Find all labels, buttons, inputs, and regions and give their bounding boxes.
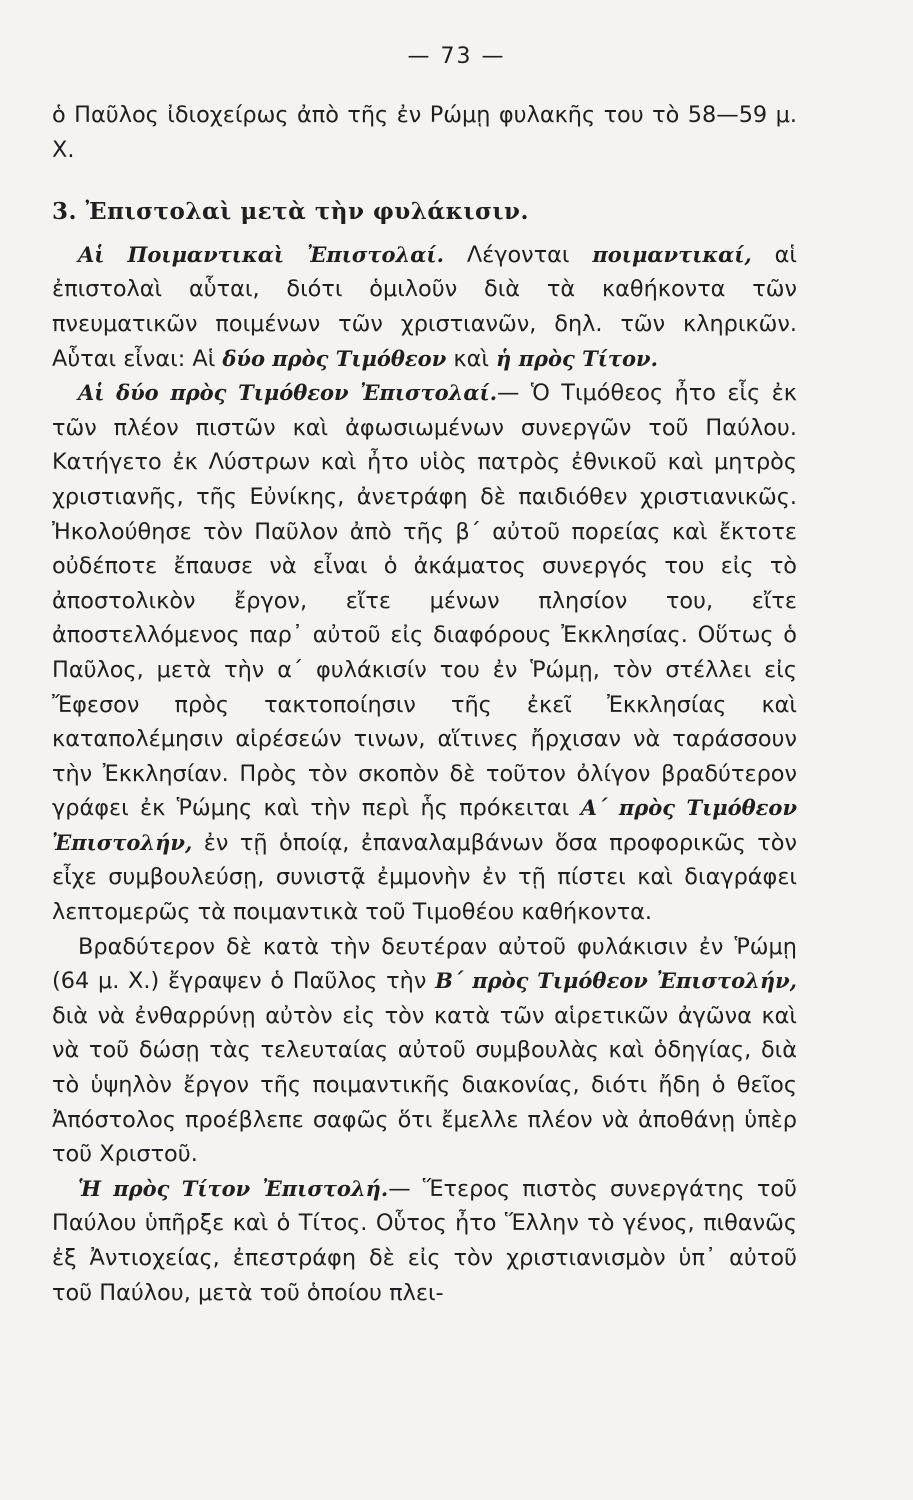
paragraph-continuation: ὁ Παῦλος ἰδιοχείρως ἀπὸ τῆς ἐν Ρώμῃ φυλακῆς του τὸ 58—59 μ. Χ. bbox=[52, 102, 797, 163]
text-run: ἐν τῇ ὁποίᾳ, ἐπαναλαμβάνων ὅσα προφορικῶς τὸν εἶχε συμβουλεύσῃ, συνιστᾷ ἐμμονὴν ἐν τῇ πίστει καὶ διαγράφει λεπτομερῶς τὰ ποιμαντικὰ τοῦ Τιμοθέου καθήκοντα. bbox=[52, 829, 797, 926]
text-run: Βραδύτερον δὲ κατὰ τὴν δευτέραν αὐτοῦ φυλάκισιν ἐν Ῥώμῃ (64 μ. Χ.) ἔγραψεν ὁ Παῦλος τὴν bbox=[52, 933, 797, 995]
subheading-titus-epistle: Ἡ πρὸς Τίτον Ἐπιστολή. bbox=[78, 1175, 389, 1201]
paragraph-pastoral-epistles bbox=[52, 238, 797, 376]
subheading-pastoral-epistles: Αἱ Ποιμαντικαὶ Ἐπιστολαί. bbox=[78, 241, 444, 267]
text-run: καὶ bbox=[446, 345, 497, 372]
text-run: αἱ ἐπιστολαὶ αὗται, διότι ὁμιλοῦν διὰ τὰ καθήκοντα τῶν πνευματικῶν ποιμένων τῶν χριστιανῶν, δηλ. τῶν κληρικῶν. Αὗται εἶναι: Αἱ bbox=[52, 241, 797, 372]
subheading-timothy-epistles: Αἱ δύο πρὸς Τιμόθεον Ἐπιστολαί. bbox=[78, 380, 498, 406]
emphasis-second-timothy: Β΄ πρὸς Τιμόθεον Ἐπιστολήν, bbox=[435, 968, 797, 994]
page-number: — 73 — bbox=[407, 44, 506, 69]
text-run: — Ὁ Τιμόθεος ἦτο εἷς ἐκ τῶν πλέον πιστῶν καὶ ἀφωσιωμένων συνεργῶν τοῦ Παύλου. Κατήγετο ἐκ Λύστρων καὶ ἦτο υἱὸς πατρὸς ἐθνικοῦ καὶ μητρὸς χριστιανῆς, τῆς Εὐνίκης, ἀνετράφη δὲ παιδιόθεν χριστιανικῶς. Ἠκολούθησε τὸν Παῦλον ἀπὸ τῆς β΄ αὐτοῦ πορείας καὶ ἔκτοτε οὐδέποτε ἔπαυσε νὰ εἶναι ὁ ἀκάματος συνεργός του εἰς τὸ ἀποστολικὸν ἔργον, εἴτε μένων πλησίον του, εἴτε ἀποστελλόμενος παρ᾽ αὐτοῦ εἰς διαφόρους Ἐκκλησίας. Οὕτως ὁ Παῦλος, μετὰ τὴν α΄ φυλάκισίν του ἐν Ῥώμῃ, τὸν στέλλει εἰς Ἔφεσον πρὸς τακτοποίησιν τῆς ἐκεῖ Ἐκκλησίας καὶ καταπολέμησιν αἱρέσεών τινων, αἵτινες ἤρχισαν νὰ ταράσσουν τὴν Ἐκκλησίαν. Πρὸς τὸν σκοπὸν δὲ τοῦτον ὀλίγον βραδύτερον γράφει ἐκ Ῥώμης καὶ τὴν περὶ ἧς πρόκειται bbox=[52, 380, 797, 822]
text-run: — Ἕτερος πιστὸς συνεργάτης τοῦ Παύλου ὑπῆρξε καὶ ὁ Τίτος. Οὗτος ἦτο Ἕλλην τὸ γένος, πιθανῶς ἐξ Ἀντιοχείας, ἐπεστράφη δὲ εἰς τὸν χριστιανισμὸν ὑπ᾽ αὐτοῦ τοῦ Παύλου, μετὰ τοῦ ὁποίου πλει- bbox=[52, 1175, 797, 1306]
page-body bbox=[52, 98, 797, 1310]
paragraph-titus-epistle bbox=[52, 1172, 797, 1310]
section-heading: 3. Ἐπιστολαὶ μετὰ τὴν φυλάκισιν. bbox=[52, 198, 529, 226]
emphasis-titus: ἡ πρὸς Τίτον. bbox=[496, 345, 658, 371]
emphasis-term: ποιμαντικαί, bbox=[592, 241, 752, 267]
emphasis-timothy: δύο πρὸς Τιμόθεον bbox=[222, 345, 447, 371]
paragraph-second-timothy bbox=[52, 930, 797, 1172]
text-run: διὰ νὰ ἐνθαρρύνῃ αὐτὸν εἰς τὸν κατὰ τῶν αἱρετικῶν ἀγῶνα καὶ νὰ τοῦ δώσῃ τὰς τελευταίας αὐτοῦ συμβουλὰς καὶ ὁδηγίας, διὰ τὸ ὑψηλὸν ἔργον τῆς ποιμαντικῆς διακονίας, διότι ἤδη ὁ θεῖος Ἀπόστολος προέβλεπε σαφῶς ὅτι ἔμελλε πλέον νὰ ἀποθάνῃ ὑπὲρ τοῦ Χριστοῦ. bbox=[52, 1002, 797, 1168]
emphasis-first-timothy: Α΄ πρὸς Τιμόθεον Ἐπιστολήν, bbox=[52, 795, 798, 855]
paragraph-timothy-epistles bbox=[52, 376, 797, 930]
text-run: Λέγονται bbox=[443, 241, 593, 268]
